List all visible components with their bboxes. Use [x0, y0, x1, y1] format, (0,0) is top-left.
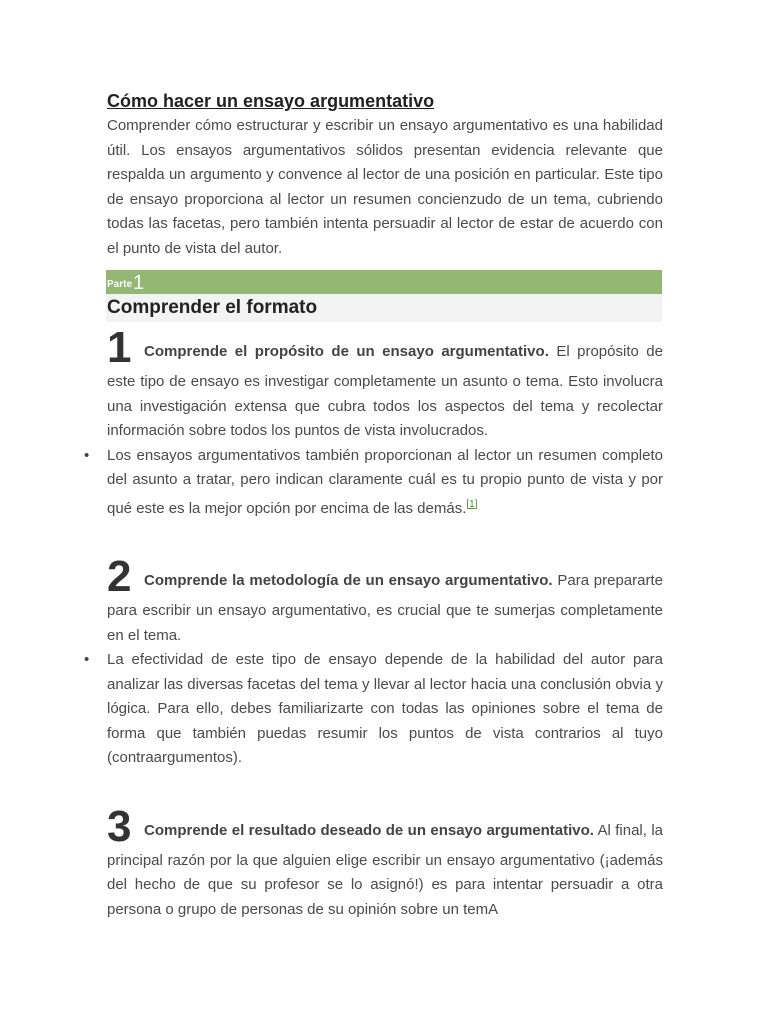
step-number: 2 — [107, 552, 132, 601]
part-banner — [106, 270, 662, 294]
step-text: Para prepararte para escribir un ensayo argumentativo, es crucial que te sumerjas completamente en el tema. — [107, 572, 663, 644]
step-paragraph — [107, 801, 663, 923]
section-title: Comprender el formato — [107, 297, 318, 318]
step-3 — [107, 801, 663, 923]
bullet-text: La efectividad de este tipo de ensayo depende de la habilidad del autor para analizar las diversas facetas del tema y llevar al lector hacia una conclusión obvia y lógica. Para ello, debes familiarizarte con todas las opiniones sobre el tema de forma que también puedas resumir los puntos de vista contrarios al tuyo (contraargumentos). — [107, 651, 663, 766]
part-label: Parte — [107, 279, 133, 290]
part-number: 1 — [133, 272, 145, 294]
step-number: 3 — [107, 801, 132, 851]
reference-link[interactable]: [1] — [466, 498, 478, 510]
step-bullets — [84, 648, 663, 771]
step-paragraph — [107, 323, 663, 444]
step-lead: Comprende el resultado deseado de un ensayo argumentativo. — [144, 821, 594, 839]
step-lead: Comprende la metodología de un ensayo argumentativo. — [144, 572, 553, 589]
step-bullets — [84, 444, 663, 522]
list-item — [84, 648, 663, 771]
bullet-icon: • — [84, 446, 90, 464]
bullet-icon: • — [84, 651, 90, 668]
step-lead: Comprende el propósito de un ensayo argumentativo. — [144, 343, 549, 360]
step-text: Al final, la principal razón por la que alguien elige escribir un ensayo argumentativo (¡además del hecho de que su profesor se lo asignó!) es para intentar persuadir a otra persona o grupo de personas de su opinión sobre un temA — [107, 821, 663, 918]
list-item — [84, 444, 663, 522]
step-2 — [84, 552, 663, 771]
document-page — [84, 88, 663, 922]
bullet-text-wrap — [107, 444, 663, 522]
bullet-text: Los ensayos argumentativos también proporcionan al lector un resumen completo del asunto a tratar, pero indican claramente cuál es tu propio punto de vista y por qué este es la mejor opción por encima de las demás. — [107, 446, 663, 517]
step-text: El propósito de este tipo de ensayo es investigar completamente un asunto o tema. Esto involucra una investigación extensa que cubra todos los aspectos del tema y recolectar información sobre todos los puntos de vista involucrados. — [107, 343, 663, 439]
section-header — [106, 294, 662, 322]
intro-paragraph: Comprender cómo estructurar y escribir un ensayo argumentativo es una habilidad útil. Los ensayos argumentativos sólidos presentan evidencia relevante que respalda un argumento y convence al lector de una posición en particular. Este tipo de ensayo proporciona al lector un resumen concienzudo de un tema, cubriendo todas las facetas, pero también intenta persuadir al lector de estar de acuerdo con el punto de vista del autor. — [107, 117, 663, 257]
document-title: Cómo hacer un ensayo argumentativo — [107, 91, 435, 111]
step-paragraph — [107, 552, 663, 648]
step-number: 1 — [107, 323, 132, 372]
step-1 — [84, 323, 663, 521]
